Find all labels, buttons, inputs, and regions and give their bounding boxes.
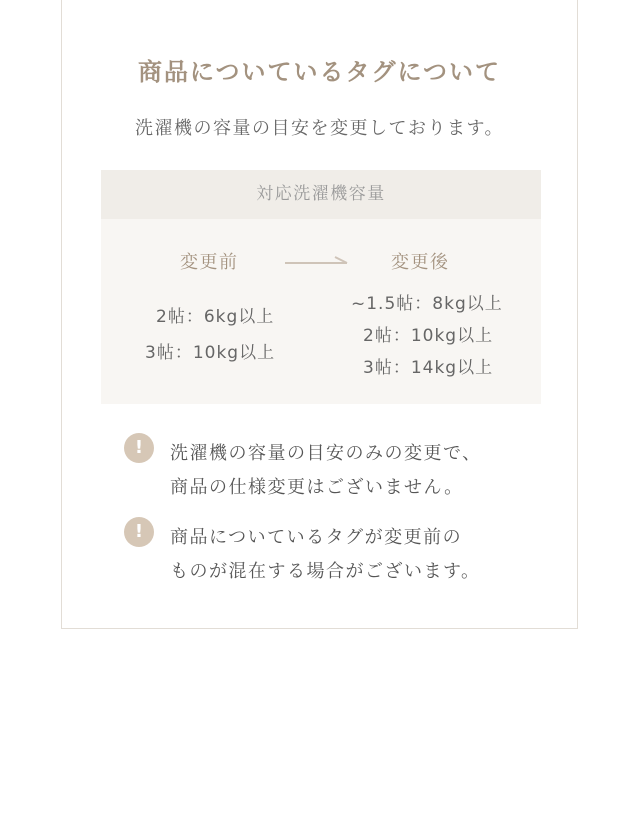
note-line: 洗濯機の容量の目安のみの変更で、	[170, 443, 482, 464]
before-row: 3帖：10kg以上	[145, 343, 276, 363]
before-row: 2帖：6kg以上	[156, 307, 275, 327]
note-line: ものが混在する場合がございます。	[170, 561, 481, 582]
notice-card	[61, 0, 578, 629]
table-header: 対応洗濯機容量	[101, 170, 541, 219]
page-title: 商品についているタグについて	[137, 58, 502, 86]
subtitle: 洗濯機の容量の目安を変更しております。	[134, 118, 505, 139]
note-text	[170, 521, 481, 589]
before-label: 変更前	[180, 252, 239, 273]
note-line: 商品の仕様変更はございません。	[170, 477, 464, 498]
note-line: 商品についているタグが変更前の	[170, 527, 463, 548]
after-label: 変更後	[391, 252, 450, 273]
capacity-table	[101, 170, 541, 404]
arrow-right-icon	[285, 253, 349, 267]
exclamation-icon: !	[124, 433, 154, 463]
after-row: ~1.5帖：8kg以上	[351, 294, 503, 314]
exclamation-icon: !	[124, 517, 154, 547]
after-row: 2帖：10kg以上	[363, 326, 494, 346]
after-row: 3帖：14kg以上	[363, 358, 494, 378]
note-text	[170, 437, 482, 505]
